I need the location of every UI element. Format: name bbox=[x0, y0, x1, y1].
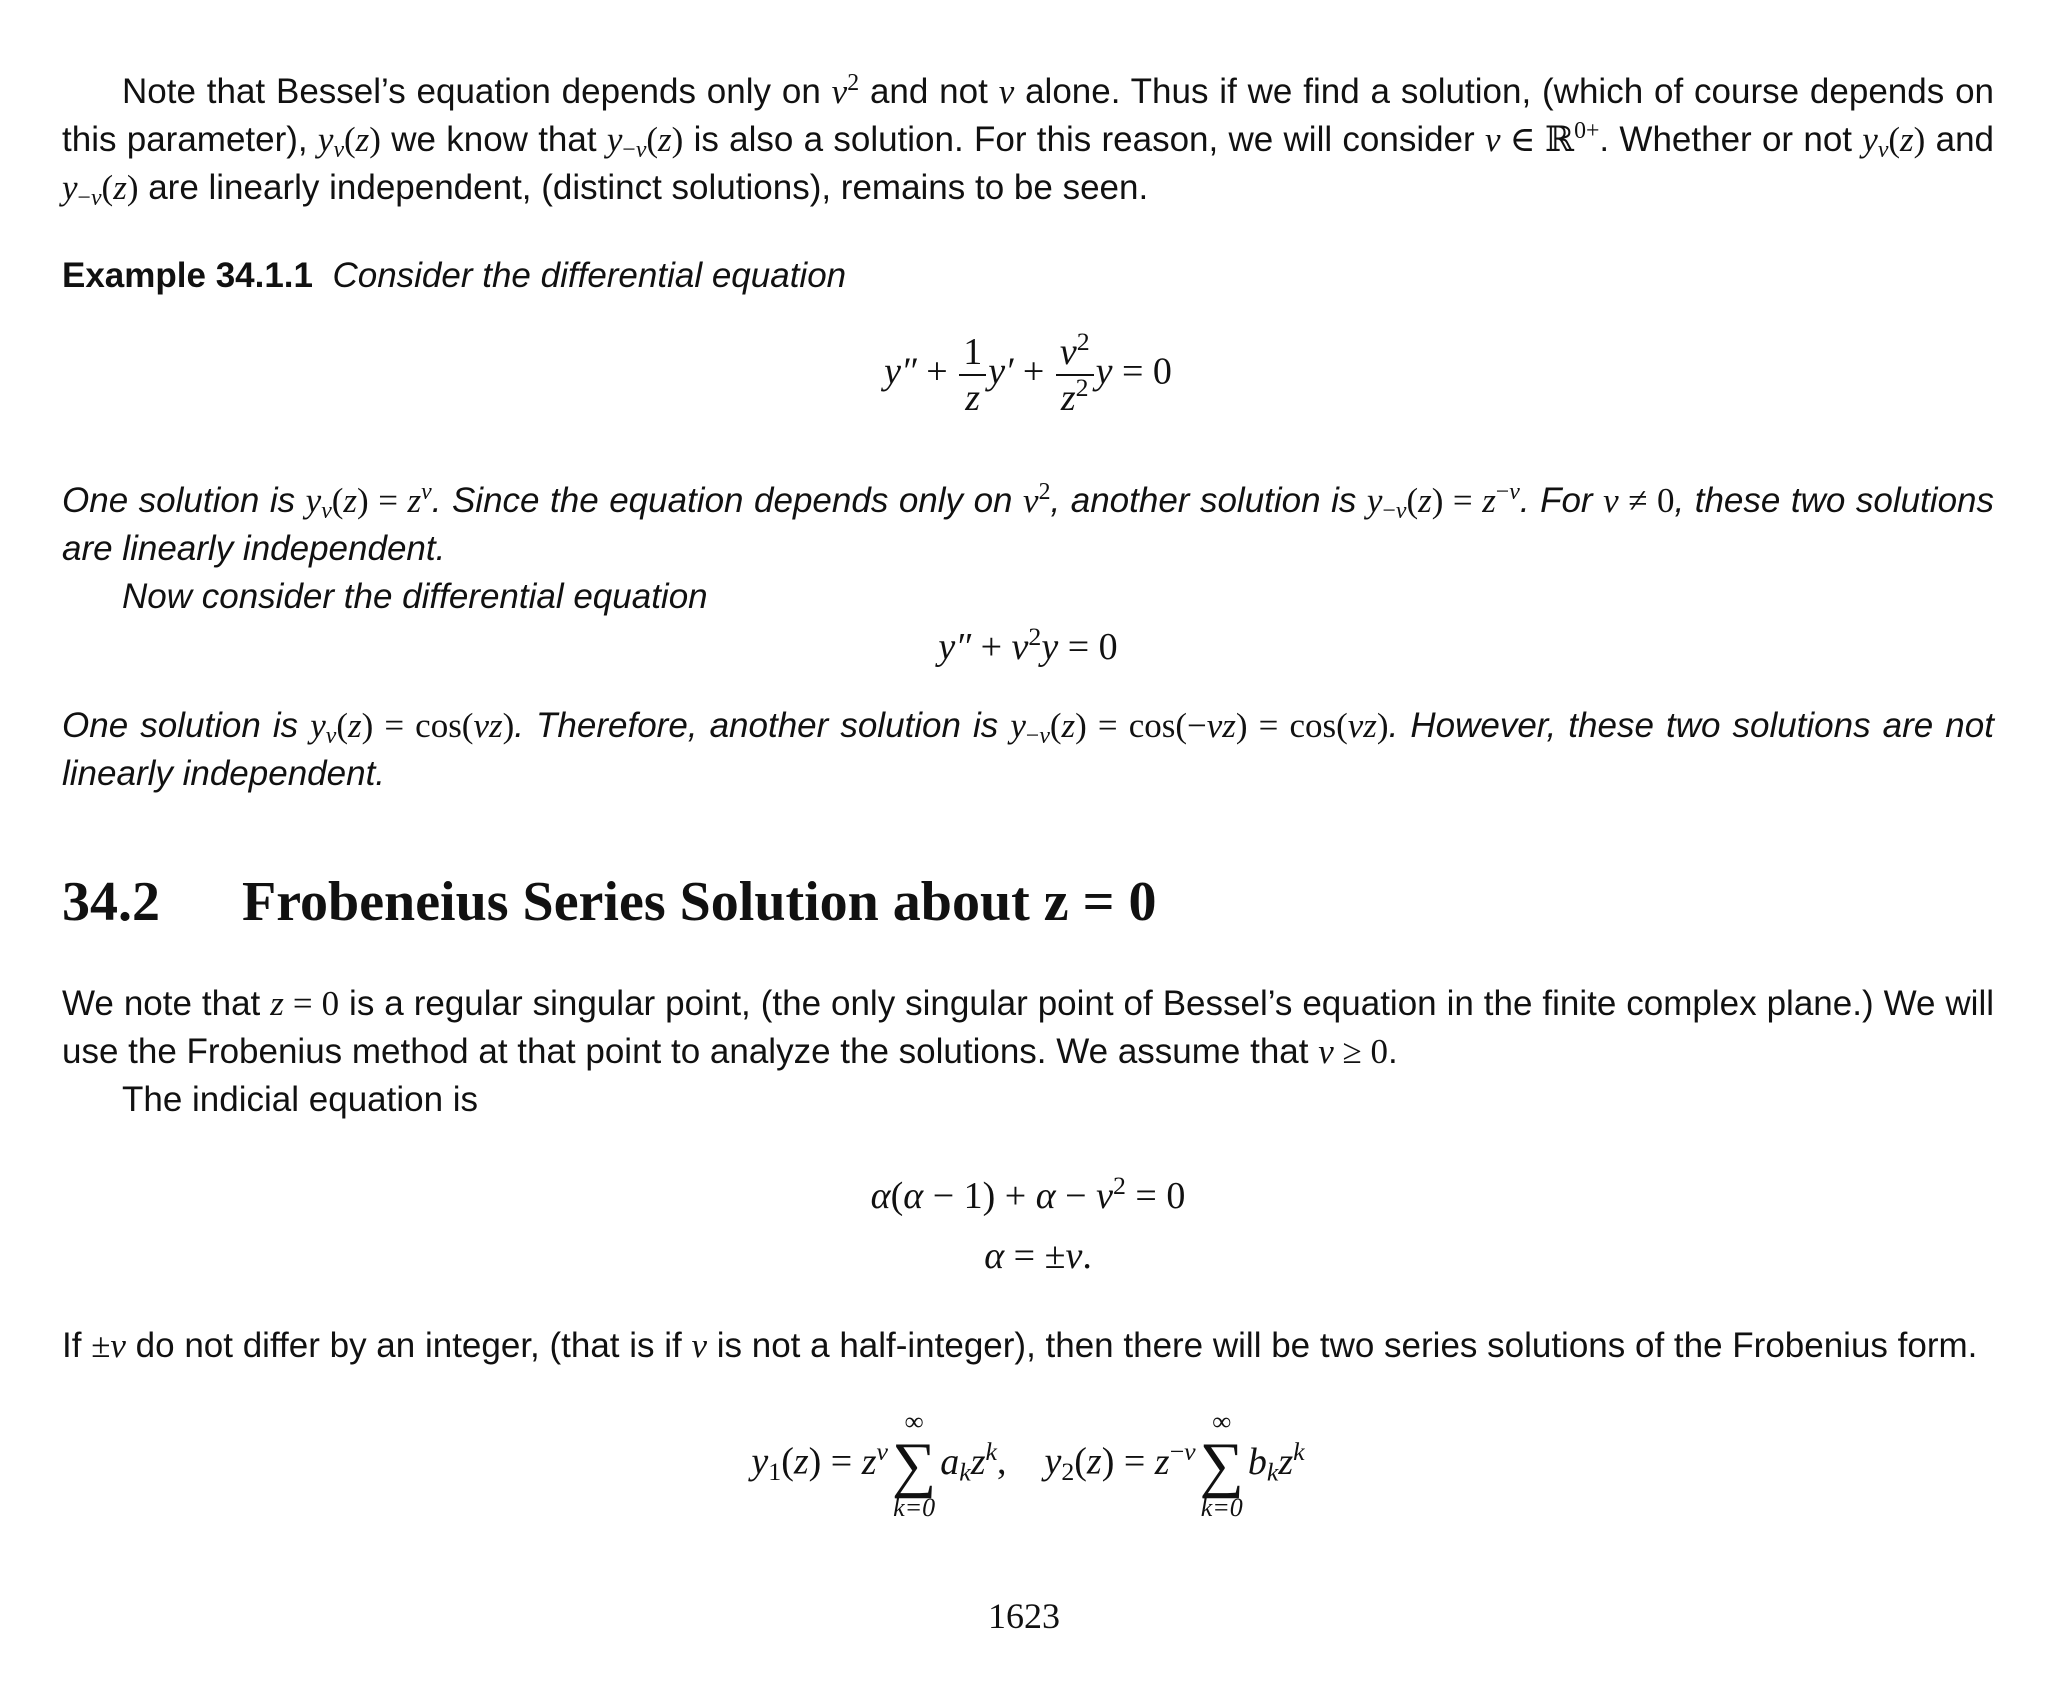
example-heading bbox=[62, 252, 1994, 300]
equation-indicial: $\alpha(\alpha - 1) + \alpha - \nu^2 = 0$ α = ±ν. bbox=[870, 1170, 1186, 1277]
paragraph-frobenius-form: If ±ν do not differ by an integer, (that is if ν is not a half-integer), then there will be two series solutions of the Frobenius form. bbox=[62, 1326, 1978, 1365]
paragraph-indicial-intro: The indicial equation is bbox=[122, 1080, 479, 1119]
paragraph-bessel-symmetry: Note that Bessel’s equation depends only on $\nu^2$ and not ν alone. Thus if we find a solution, (which of course depends on this parameter), $y_\nu(z)$ we know that $y_{-\nu}(z)$ is also a solution. For this reason, we will consider ν ∈ ℝ$^{0+}$. Whether or not $y_\nu(z)$ and $y_{-\nu}(z)$ are linearly independent, (distinct solutions), remains to be seen. bbox=[62, 69, 1995, 211]
example-now-consider: Now consider the differential equation bbox=[122, 577, 708, 616]
page-number: 1623 bbox=[988, 1596, 1060, 1636]
example-cosine-text: One solution is $y_\nu(z) = \cos(\nu z)$. Therefore, another solution is $y_{-\nu}(z) = \cos(-\nu z) = \cos(\nu z)$. However, these two solutions are not linearly independent. bbox=[62, 706, 1994, 793]
section-heading bbox=[62, 870, 1994, 934]
equation-harmonic: $y'' + \nu^2y = 0$ bbox=[938, 621, 1118, 668]
section-title: Frobeneius Series Solution about z = 0 bbox=[242, 871, 1157, 933]
paragraph-regular-singular-point: We note that z = 0 is a regular singular point, (the only singular point of Bessel’s equation in the finite complex plane.) We will use the Frobenius method at that point to analyze the solutions. We assume that ν ≥ 0. bbox=[62, 984, 1994, 1071]
equation-series-solutions: $y_1(z) = z^\nu$ ∞ ∑ k=0 $a_kz^k$, $y_2(z) = z^{-\nu}$ ∞ ∑ k=0 $b_kz^k$ bbox=[751, 1407, 1305, 1522]
example-intro: Consider the differential equation bbox=[332, 256, 847, 295]
example-solution-text: One solution is $y_\nu(z) = z^\nu$. Since the equation depends only on $\nu^2$, another solution is $y_{-\nu}(z) = z^{-\nu}$. For ν ≠ 0, these two solutions are linearly independent. bbox=[62, 478, 1994, 568]
example-label: Example 34.1.1 bbox=[62, 256, 313, 295]
section-number: 34.2 bbox=[62, 871, 160, 933]
equation-euler: y″ + $\frac{1}{z}$ y′ + $\frac{\nu^2}{z^2}$ y = 0 bbox=[884, 326, 1172, 419]
